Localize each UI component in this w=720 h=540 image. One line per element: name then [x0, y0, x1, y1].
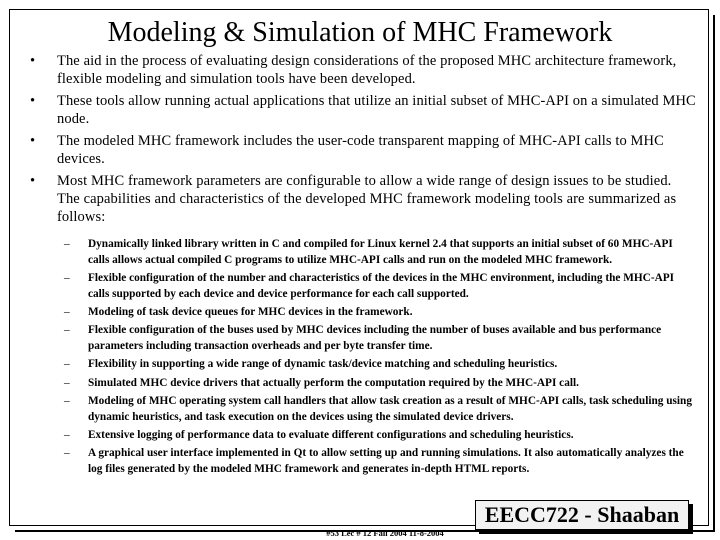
sub-bullet-item	[64, 271, 696, 302]
sub-bullet-text: Dynamically linked library written in C and compiled for Linux kernel 2.4 that supports an initial subset of 60 MHC-API calls allows actual compiled C programs to utilize MHC-API calls and run on the modeled MHC framework.	[88, 238, 673, 266]
sub-bullet-text: Modeling of task device queues for MHC devices in the framework.	[88, 306, 413, 318]
bullet-text: Most MHC framework parameters are configurable to allow a wide range of design issues to be studied. The capabilities and characteristics of the developed MHC framework modeling tools are summarized as follows:	[57, 173, 677, 225]
bullet-list	[24, 52, 696, 230]
sub-bullet-text: Simulated MHC device drivers that actually perform the computation required by the MHC-API call.	[88, 376, 579, 389]
dash-glyph: –	[64, 238, 70, 250]
slide-title: Modeling & Simulation of MHC Framework	[107, 17, 613, 48]
bullet-text: The aid in the process of evaluating design considerations of the proposed MHC architecture framework, flexible modeling and simulation tools have been developed.	[57, 53, 677, 87]
sub-bullet-item	[64, 376, 696, 392]
dash-glyph: –	[64, 394, 70, 407]
dash-glyph: –	[64, 428, 70, 441]
sub-bullet-item	[64, 428, 696, 444]
sub-bullet-text: Flexibility in supporting a wide range of dynamic task/device matching and scheduling heuristics.	[88, 358, 558, 371]
slide-footer: #53 Lec # 12 Fall 2004 11-8-2004	[326, 528, 444, 538]
bullet-glyph: •	[30, 53, 36, 69]
bullet-glyph: •	[30, 93, 36, 109]
sub-bullet-item	[64, 323, 696, 354]
dash-glyph: –	[64, 447, 70, 460]
sub-bullet-text: A graphical user interface implemented in Qt to allow setting up and running simulations. It also automatically analyzes the log files generated by the modeled MHC framework and generates in-depth HTML reports.	[88, 447, 684, 475]
sub-bullet-item	[64, 237, 696, 268]
sub-bullet-text: Extensive logging of performance data to evaluate different configurations and scheduling heuristics.	[88, 428, 574, 441]
dash-glyph: –	[64, 358, 70, 371]
bullet-glyph: •	[30, 173, 36, 189]
bullet-glyph: •	[30, 133, 36, 149]
bullet-item	[24, 92, 696, 128]
sub-bullet-item	[64, 305, 696, 321]
dash-glyph: –	[64, 306, 70, 318]
sub-bullet-text: Flexible configuration of the buses used by MHC devices including the number of buses available and bus performance parameters including transaction overheads and per byte transfer time.	[88, 324, 662, 352]
dash-glyph: –	[64, 324, 70, 337]
sub-bullet-item	[64, 446, 696, 477]
bullet-item	[24, 132, 696, 168]
sub-bullet-item	[64, 394, 696, 425]
course-logo: EECC722 - Shaaban	[475, 500, 689, 530]
bullet-text: The modeled MHC framework includes the user-code transparent mapping of MHC-API calls to MHC devices.	[57, 133, 664, 167]
bullet-text: These tools allow running actual applications that utilize an initial subset of MHC-API on a simulated MHC node.	[57, 93, 696, 127]
sub-bullet-item	[64, 357, 696, 373]
sub-bullet-list	[64, 237, 696, 480]
dash-glyph: –	[64, 272, 70, 284]
bullet-item	[24, 172, 696, 226]
sub-bullet-text: Modeling of MHC operating system call handlers that allow task creation as a result of MHC-API calls, task scheduling using dynamic heuristics, and task execution on the devices using the simulated device drivers.	[88, 394, 692, 423]
bullet-item	[24, 52, 696, 88]
dash-glyph: –	[64, 376, 70, 389]
sub-bullet-text: Flexible configuration of the number and characteristics of the devices in the MHC environment, including the MHC-API calls supported by each device and device performance for each call supported.	[88, 272, 675, 300]
